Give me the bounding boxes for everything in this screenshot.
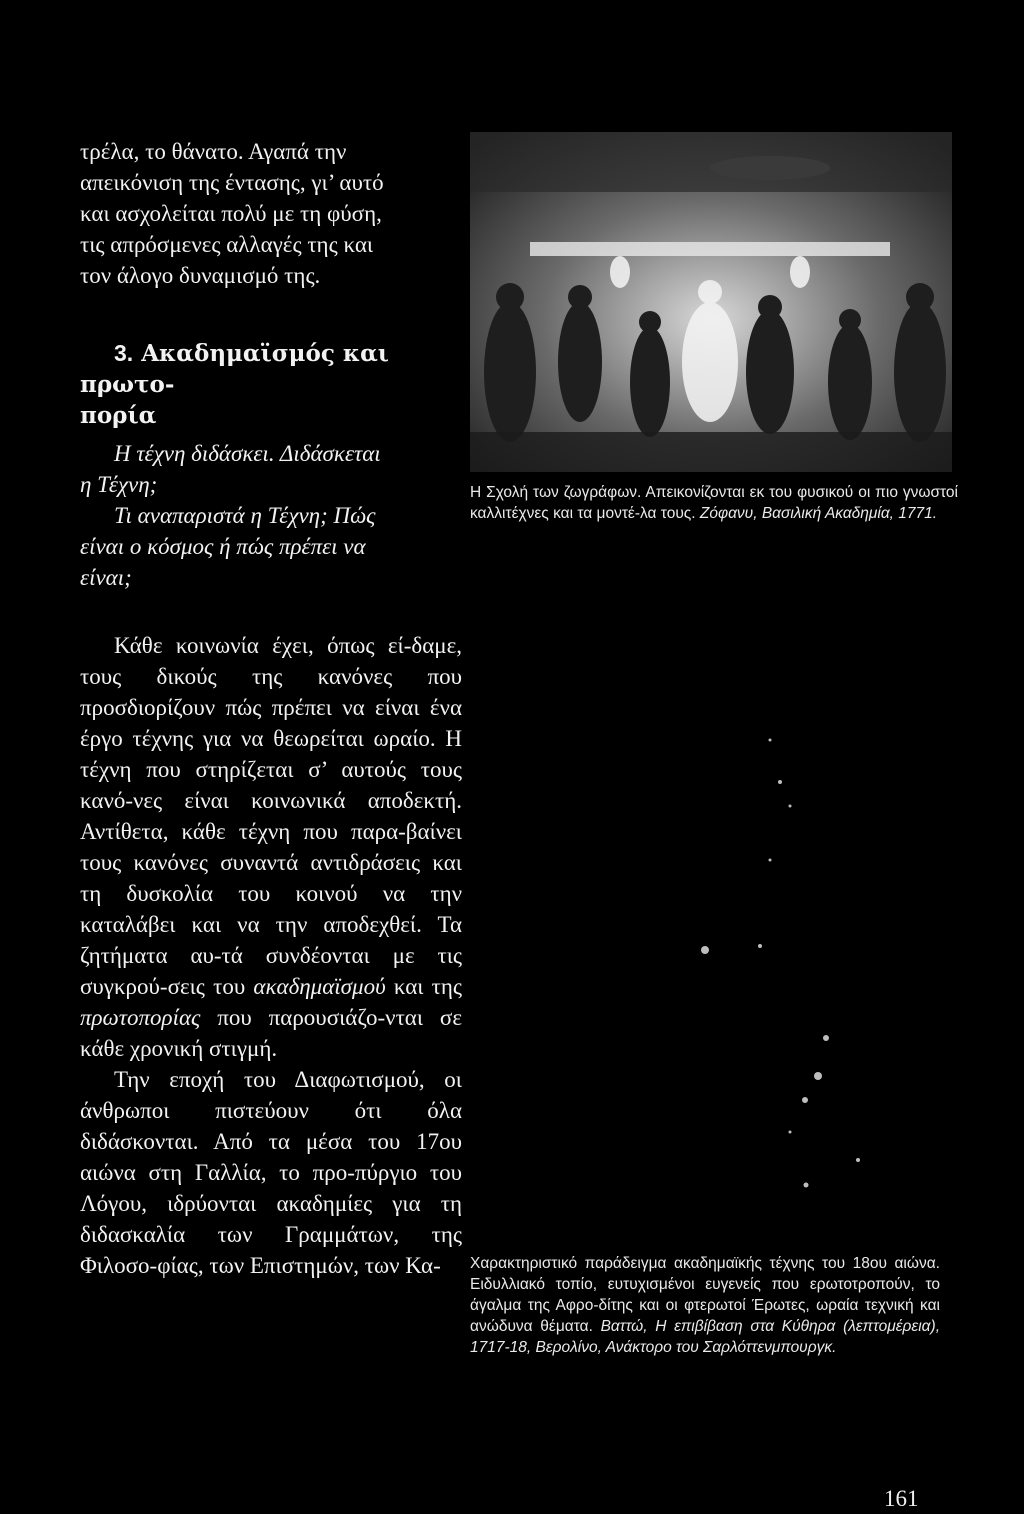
body-text: Την εποχή του Διαφωτισμού, οι άνθρωποι πιστεύουν ότι όλα διδάσκονται. Από τα μέσα του 17ου αιώνα στη Γαλλία, το προ-πύργιο του Λόγου, ιδρύονται ακαδημίες για τη διδασκαλία των Γραμμάτων, της Φιλοσο-φίας, των Επιστημών, των Κα- [80, 1067, 462, 1278]
question-line: είναι ο κόσμος ή πώς πρέπει να [80, 534, 366, 559]
caption-text: Η Σχολή των ζωγράφων. Απεικονίζονται εκ του φυσικού οι πιο γνωστοί καλλιτέχνες και τα μοντέ-λα τους. [470, 484, 958, 522]
main-paragraph [80, 630, 462, 1281]
text-line: και ασχολείται πολύ με τη φύση, [80, 201, 382, 226]
section-number: 3. [114, 340, 134, 366]
question-block [80, 438, 462, 593]
text-line: απεικόνιση της έντασης, γι’ αυτό [80, 170, 384, 195]
emphasis-avantgarde: πρωτοπορίας [80, 1005, 201, 1030]
page-number: 161 [884, 1486, 919, 1511]
text-line: τρέλα, το θάνατο. Αγαπά την [80, 139, 347, 164]
question-line: Τι αναπαριστά η Τέχνη; Πώς [114, 503, 376, 528]
body-paragraph [80, 1064, 462, 1281]
caption-credit: Βαττώ, Η επιβίβαση στα Κύθηρα (λεπτομέρεια), 1717-18, Βερολίνο, Ανάκτορο του Σαρλόττενμπουργκ. [470, 1318, 940, 1356]
painting-image [470, 132, 952, 472]
body-text: και της [393, 974, 462, 999]
emphasis-academism: ακαδημαϊσμού [253, 974, 386, 999]
body-paragraph [80, 630, 462, 1064]
question-line: η Τέχνη; [80, 472, 158, 497]
section-title-line1: Ακαδημαϊσμός και πρωτο- [80, 340, 389, 398]
faint-image-specks [640, 720, 940, 1200]
caption-text: Χαρακτηριστικό παράδειγμα ακαδημαϊκής τέχνης του 18ου αιώνα. Ειδυλλιακό τοπίο, ευτυχισμένοι ευγενείς που ερωτοτροπούν, το άγαλμα της Αφρο-δίτης και οι φτερωτοί Έρωτες, ωραία τεχνική και ανώδυνα θέματα. [470, 1255, 940, 1335]
section-heading [80, 338, 462, 431]
painting-illustration [470, 132, 952, 472]
section-title-line2: πορία [80, 402, 157, 429]
question-line: Η τέχνη διδάσκει. Διδάσκεται [114, 441, 381, 466]
question-line: είναι; [80, 565, 132, 590]
body-text: που παρουσιάζο-νται σε κάθε χρονική στιγμή. [80, 1005, 462, 1061]
body-text: Κάθε κοινωνία έχει, όπως εί-δαμε, τους δικούς της κανόνες που προσδιορίζουν πώς πρέπει να είναι ένα έργο τέχνης για να θεωρείται ωραίο. Η τέχνη που στηρίζεται σ’ αυτούς τους κανό-νες είναι κοινωνικά αποδεκτή. Αντίθετα, κάθε τέχνη που παρα-βαίνει τους κανόνες συναντά αντιδράσεις και τη δυσκολία του κοινού να την καταλάβει και να την αποδεχθεί. Τα ζητήματα αυ-τά συνδέονται με τις συγκρού-σεις του [80, 633, 462, 999]
top-paragraph [80, 136, 462, 291]
text-line: τον άλογο δυναμισμό της. [80, 263, 321, 288]
text-line: τις απρόσμενες αλλαγές της και [80, 232, 374, 257]
caption-credit: Ζόφανυ, Βασιλική Ακαδημία, 1771. [699, 505, 938, 522]
caption-bottom [470, 1253, 940, 1358]
caption-top [470, 482, 958, 524]
